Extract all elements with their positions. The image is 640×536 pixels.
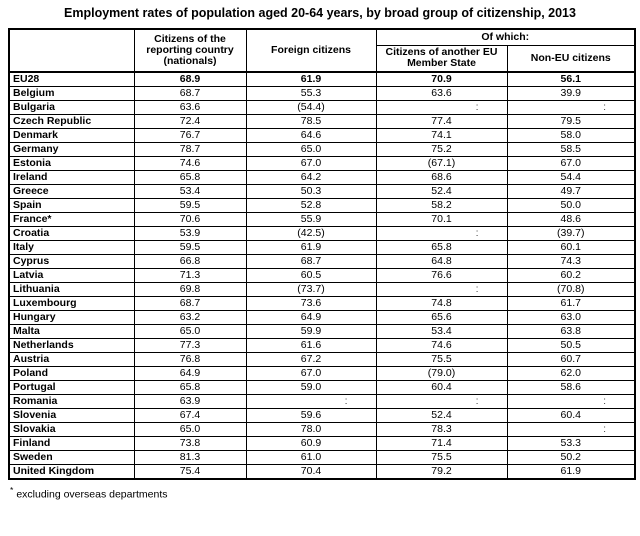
table-row [9, 451, 635, 465]
value-cell: 72.4 [134, 115, 246, 129]
country-cell: Cyprus [9, 255, 134, 269]
country-cell: Luxembourg [9, 297, 134, 311]
value-cell: 58.0 [507, 129, 635, 143]
value-cell: 61.9 [507, 465, 635, 480]
value-cell: 64.6 [246, 129, 376, 143]
value-cell: 74.6 [134, 157, 246, 171]
country-cell: France* [9, 213, 134, 227]
country-cell: Belgium [9, 87, 134, 101]
value-cell: 68.7 [134, 297, 246, 311]
value-cell: (70.8) [507, 283, 635, 297]
value-cell: 75.5 [376, 353, 507, 367]
value-cell: 63.0 [507, 311, 635, 325]
value-cell: 52.4 [376, 409, 507, 423]
value-cell: : [246, 395, 376, 409]
value-cell: 71.4 [376, 437, 507, 451]
value-cell: 78.5 [246, 115, 376, 129]
value-cell: 78.0 [246, 423, 376, 437]
country-cell: Poland [9, 367, 134, 381]
header-country-blank [9, 29, 134, 72]
table-row [9, 409, 635, 423]
table-row [9, 283, 635, 297]
table-row [9, 87, 635, 101]
value-cell: : [376, 283, 507, 297]
country-cell: Netherlands [9, 339, 134, 353]
value-cell: 74.6 [376, 339, 507, 353]
value-cell: 39.9 [507, 87, 635, 101]
value-cell: 74.3 [507, 255, 635, 269]
country-cell: Germany [9, 143, 134, 157]
value-cell: 67.4 [134, 409, 246, 423]
value-cell: 76.6 [376, 269, 507, 283]
value-cell: 60.1 [507, 241, 635, 255]
value-cell: 70.6 [134, 213, 246, 227]
table-row [9, 269, 635, 283]
value-cell: 68.9 [134, 72, 246, 87]
country-cell: Czech Republic [9, 115, 134, 129]
table-row [9, 213, 635, 227]
value-cell: 61.7 [507, 297, 635, 311]
value-cell: 60.7 [507, 353, 635, 367]
value-cell: (73.7) [246, 283, 376, 297]
value-cell: 55.9 [246, 213, 376, 227]
table-row [9, 311, 635, 325]
employment-rates-table [8, 28, 636, 480]
value-cell: : [507, 423, 635, 437]
value-cell: 52.8 [246, 199, 376, 213]
value-cell: 59.9 [246, 325, 376, 339]
value-cell: 50.2 [507, 451, 635, 465]
value-cell: 50.3 [246, 185, 376, 199]
country-cell: Finland [9, 437, 134, 451]
value-cell: (39.7) [507, 227, 635, 241]
table-row [9, 395, 635, 409]
value-cell: 53.4 [376, 325, 507, 339]
value-cell: 53.3 [507, 437, 635, 451]
table-row [9, 129, 635, 143]
table-row [9, 367, 635, 381]
footnote-asterisk: * [10, 485, 14, 495]
value-cell: 79.5 [507, 115, 635, 129]
table-row [9, 72, 635, 87]
value-cell: 69.8 [134, 283, 246, 297]
country-cell: Portugal [9, 381, 134, 395]
value-cell: 74.8 [376, 297, 507, 311]
country-cell: Hungary [9, 311, 134, 325]
value-cell: 58.2 [376, 199, 507, 213]
country-cell: EU28 [9, 72, 134, 87]
table-row [9, 297, 635, 311]
value-cell: 73.6 [246, 297, 376, 311]
value-cell: (67.1) [376, 157, 507, 171]
value-cell: 74.1 [376, 129, 507, 143]
country-cell: Malta [9, 325, 134, 339]
table-row [9, 101, 635, 115]
value-cell: 50.0 [507, 199, 635, 213]
value-cell: 56.1 [507, 72, 635, 87]
value-cell: : [376, 101, 507, 115]
table-row [9, 255, 635, 269]
value-cell: 64.9 [134, 367, 246, 381]
value-cell: 58.6 [507, 381, 635, 395]
value-cell: 71.3 [134, 269, 246, 283]
value-cell: (42.5) [246, 227, 376, 241]
value-cell: (54.4) [246, 101, 376, 115]
page-title: Employment rates of population aged 20-64 years, by broad group of citizenship, 2013 [64, 6, 576, 20]
value-cell: 68.6 [376, 171, 507, 185]
table-row [9, 381, 635, 395]
country-cell: Spain [9, 199, 134, 213]
header-foreign-citizens: Foreign citizens [246, 29, 376, 72]
value-cell: 50.5 [507, 339, 635, 353]
header-eu-member-state-citizens: Citizens of another EU Member State [376, 45, 507, 72]
value-cell: 75.2 [376, 143, 507, 157]
value-cell: 81.3 [134, 451, 246, 465]
value-cell: 68.7 [246, 255, 376, 269]
table-row [9, 241, 635, 255]
value-cell: 75.5 [376, 451, 507, 465]
table-header [9, 29, 635, 72]
value-cell: 52.4 [376, 185, 507, 199]
table-row [9, 171, 635, 185]
value-cell: 62.0 [507, 367, 635, 381]
value-cell: 58.5 [507, 143, 635, 157]
value-cell: 63.8 [507, 325, 635, 339]
value-cell: 79.2 [376, 465, 507, 480]
table-row [9, 157, 635, 171]
value-cell: 77.3 [134, 339, 246, 353]
value-cell: 73.8 [134, 437, 246, 451]
country-cell: Slovenia [9, 409, 134, 423]
country-cell: Italy [9, 241, 134, 255]
table-row [9, 115, 635, 129]
value-cell: 61.9 [246, 241, 376, 255]
value-cell: 53.4 [134, 185, 246, 199]
header-nationals: Citizens of the reporting country (nationals) [134, 29, 246, 72]
country-cell: Romania [9, 395, 134, 409]
value-cell: 65.0 [246, 143, 376, 157]
table-row [9, 143, 635, 157]
value-cell: 63.9 [134, 395, 246, 409]
value-cell: 53.9 [134, 227, 246, 241]
value-cell: 49.7 [507, 185, 635, 199]
country-cell: Bulgaria [9, 101, 134, 115]
country-cell: Greece [9, 185, 134, 199]
country-cell: Latvia [9, 269, 134, 283]
value-cell: 54.4 [507, 171, 635, 185]
value-cell: 60.9 [246, 437, 376, 451]
value-cell: 78.7 [134, 143, 246, 157]
value-cell: 67.0 [246, 157, 376, 171]
value-cell: 75.4 [134, 465, 246, 480]
value-cell: : [376, 395, 507, 409]
table-row [9, 325, 635, 339]
value-cell: : [507, 101, 635, 115]
table-row [9, 353, 635, 367]
header-non-eu-citizens: Non-EU citizens [507, 45, 635, 72]
value-cell: 63.6 [376, 87, 507, 101]
value-cell: 60.5 [246, 269, 376, 283]
value-cell: 61.9 [246, 72, 376, 87]
value-cell: 66.8 [134, 255, 246, 269]
value-cell: 64.2 [246, 171, 376, 185]
value-cell: 70.4 [246, 465, 376, 480]
value-cell: 65.8 [134, 381, 246, 395]
value-cell: 65.8 [376, 241, 507, 255]
country-cell: Lithuania [9, 283, 134, 297]
value-cell: : [507, 395, 635, 409]
country-cell: Austria [9, 353, 134, 367]
value-cell: 63.6 [134, 101, 246, 115]
table-row [9, 185, 635, 199]
value-cell: 60.2 [507, 269, 635, 283]
value-cell: 70.9 [376, 72, 507, 87]
table-row [9, 227, 635, 241]
footnote [10, 485, 640, 501]
country-cell: United Kingdom [9, 465, 134, 480]
table-row [9, 423, 635, 437]
value-cell: 77.4 [376, 115, 507, 129]
value-cell: 67.2 [246, 353, 376, 367]
value-cell: 55.3 [246, 87, 376, 101]
value-cell: : [376, 227, 507, 241]
value-cell: 61.0 [246, 451, 376, 465]
country-cell: Sweden [9, 451, 134, 465]
table-row [9, 465, 635, 480]
value-cell: 65.0 [134, 423, 246, 437]
value-cell: 78.3 [376, 423, 507, 437]
value-cell: 61.6 [246, 339, 376, 353]
country-cell: Ireland [9, 171, 134, 185]
table-row [9, 339, 635, 353]
value-cell: 60.4 [507, 409, 635, 423]
table-row [9, 437, 635, 451]
value-cell: 59.5 [134, 241, 246, 255]
value-cell: (79.0) [376, 367, 507, 381]
table-body [9, 72, 635, 479]
value-cell: 64.9 [246, 311, 376, 325]
header-of-which: Of which: [376, 29, 635, 45]
value-cell: 59.5 [134, 199, 246, 213]
country-cell: Slovakia [9, 423, 134, 437]
country-cell: Estonia [9, 157, 134, 171]
value-cell: 59.6 [246, 409, 376, 423]
value-cell: 68.7 [134, 87, 246, 101]
value-cell: 60.4 [376, 381, 507, 395]
value-cell: 65.8 [134, 171, 246, 185]
value-cell: 63.2 [134, 311, 246, 325]
value-cell: 48.6 [507, 213, 635, 227]
value-cell: 67.0 [507, 157, 635, 171]
country-cell: Croatia [9, 227, 134, 241]
value-cell: 70.1 [376, 213, 507, 227]
value-cell: 65.6 [376, 311, 507, 325]
value-cell: 67.0 [246, 367, 376, 381]
value-cell: 59.0 [246, 381, 376, 395]
table-row [9, 199, 635, 213]
value-cell: 76.8 [134, 353, 246, 367]
country-cell: Denmark [9, 129, 134, 143]
value-cell: 65.0 [134, 325, 246, 339]
footnote-text: excluding overseas departments [16, 488, 168, 501]
value-cell: 76.7 [134, 129, 246, 143]
value-cell: 64.8 [376, 255, 507, 269]
